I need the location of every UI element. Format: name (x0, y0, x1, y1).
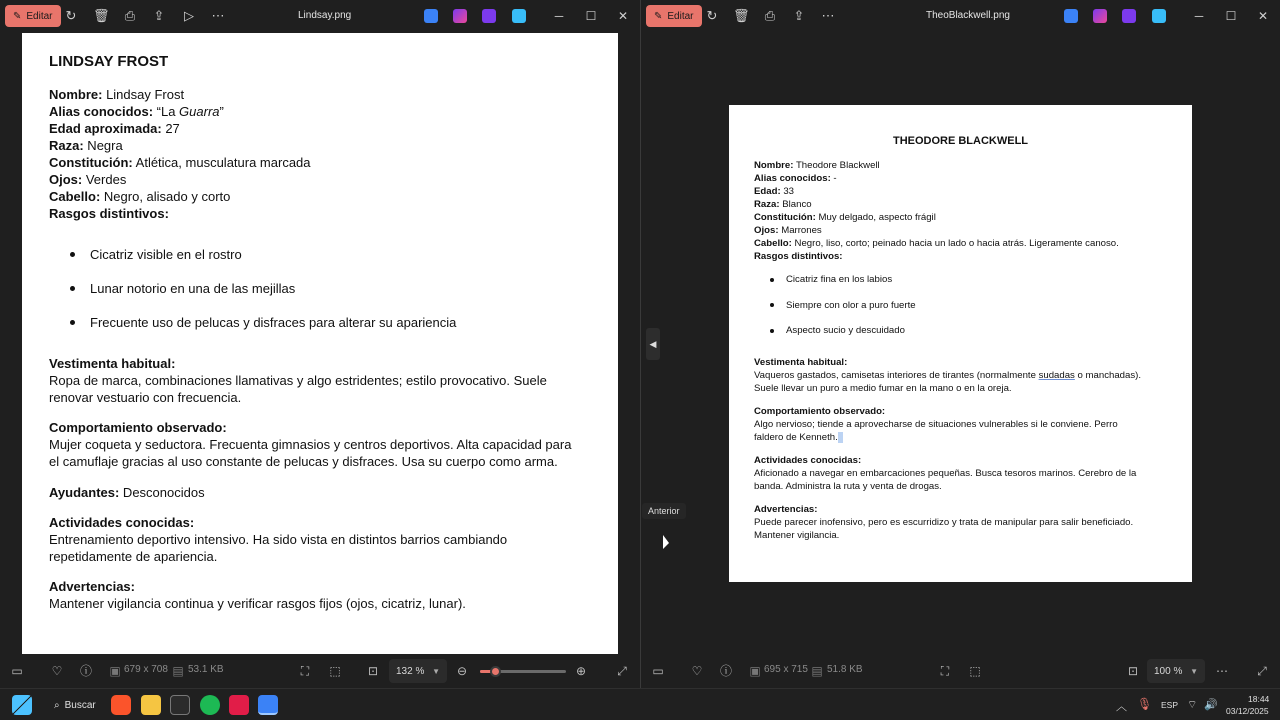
slideshow-icon[interactable]: ▷ (184, 8, 194, 23)
microphone-icon[interactable]: 🎙 (1137, 697, 1153, 711)
bullet-item: Cicatriz fina en los labios (754, 267, 1192, 293)
doc-field: Raza: Negra (49, 138, 123, 153)
rotate-icon[interactable]: ↻ (65, 8, 77, 23)
actividades-text: Entrenamiento deportivo intensivo. Ha sido vista en distintos barrios cambiando (49, 532, 508, 547)
close-icon[interactable]: ✕ (617, 9, 629, 23)
clock-date[interactable]: 03/12/2025 (1226, 706, 1269, 716)
share-icon[interactable]: ⇪ (793, 8, 805, 23)
vestimenta-text: Vaqueros gastados, camisetas interiores de tirantes (normalmente sudadas o manchadas). (754, 369, 1141, 381)
advertencias-text-2: Mantener vigilancia. (754, 529, 840, 541)
crop-icon[interactable]: ⛶ (940, 664, 950, 678)
doc-field: Rasgos distintivos: (754, 251, 843, 262)
clipchamp-app-icon[interactable] (1122, 9, 1136, 23)
bullet-item: Siempre con olor a puro fuerte (754, 293, 1192, 319)
zoom-slider[interactable] (480, 670, 566, 673)
bullet-dot-icon (770, 303, 774, 307)
edit-icon: ✎ (13, 10, 22, 22)
doc-field: Cabello: Negro, liso, corto; peinado hacia un lado o hacia atrás. Ligeramente canoso. (754, 238, 1119, 249)
doc-field: Ojos: Verdes (49, 172, 127, 187)
crop-icon[interactable]: ⛶ (300, 664, 310, 678)
actividades-text-2: repetidamente de apariencia. (49, 549, 218, 564)
volume-icon[interactable]: 🔊 (1204, 699, 1218, 711)
brave-browser-icon[interactable] (111, 695, 131, 715)
zoom-out-icon[interactable]: ⊖ (456, 664, 468, 678)
chevron-down-icon: ▼ (432, 666, 440, 676)
vestimenta-label: Vestimenta habitual: (754, 356, 848, 368)
wifi-icon[interactable]: ⌔ (1187, 699, 1198, 711)
designer-app-icon[interactable] (1093, 9, 1107, 23)
filesize-icon: ▤ (172, 664, 184, 678)
vestimenta-text: Ropa de marca, combinaciones llamativas y algo estridentes; estilo provocativo. Suele (49, 373, 547, 388)
right-window-title: TheoBlackwell.png (926, 10, 1010, 21)
minimize-icon[interactable]: ─ (554, 9, 564, 23)
right-statusbar (641, 655, 1280, 687)
cloud-app-icon[interactable] (1152, 9, 1166, 23)
favorite-icon[interactable]: ♡ (51, 664, 63, 678)
cloud-app-icon[interactable] (512, 9, 526, 23)
maximize-icon[interactable]: ☐ (585, 9, 597, 23)
info-icon[interactable]: ⓘ (719, 664, 732, 678)
filmstrip-icon[interactable]: ▭ (11, 664, 23, 678)
comportamiento-label: Comportamiento observado: (754, 405, 886, 417)
doc-field: Ojos: Marrones (754, 225, 822, 236)
select-icon[interactable]: ⬚ (329, 664, 341, 678)
left-photos-window (0, 0, 640, 688)
image-size: 53.1 KB (188, 664, 224, 675)
spotify-icon[interactable] (200, 695, 220, 715)
clipchamp-app-icon[interactable] (482, 9, 496, 23)
doc-field: Constitución: Atlética, musculatura marcada (49, 155, 311, 170)
language-indicator[interactable]: ESP (1161, 700, 1179, 710)
expand-icon[interactable]: ⤢ (1257, 664, 1267, 678)
filesize-icon: ▤ (811, 664, 823, 678)
doc-fields (754, 159, 1192, 263)
doc-field: Constitución: Muy delgado, aspecto frágil (754, 212, 936, 223)
zoom-value: 132 % (396, 665, 425, 677)
filmstrip-icon[interactable]: ▭ (652, 664, 664, 678)
actividades-text: Aficionado a navegar en embarcaciones pequeñas. Busca tesoros marinos. Cerebro de la (754, 467, 1137, 479)
zoom-in-icon[interactable]: ⊕ (575, 664, 587, 678)
more-icon[interactable]: ⋯ (821, 8, 835, 23)
app-red-icon[interactable] (229, 695, 249, 715)
taskbar (0, 688, 1280, 720)
comportamiento-text-2: faldero de Kenneth. (754, 431, 1192, 444)
left-edit-label: Editar (26, 10, 53, 22)
doc-field: Edad aproximada: 27 (49, 121, 180, 136)
dimensions-icon: ▣ (749, 664, 761, 678)
advertencias-label: Advertencias: (754, 503, 818, 515)
image-size: 51.8 KB (827, 664, 863, 675)
comportamiento-text: Algo nervioso; tiende a aprovecharse de situaciones vulnerables si le conviene. Perro (754, 418, 1118, 430)
maximize-icon[interactable]: ☐ (1225, 9, 1237, 23)
dimensions-icon: ▣ (109, 664, 121, 678)
bullet-dot-icon (70, 286, 75, 291)
bullet-dot-icon (770, 278, 774, 282)
clock-time[interactable]: 18:44 (1248, 694, 1270, 704)
delete-icon[interactable]: 🗑 (93, 8, 110, 23)
bullet-item: Lunar notorio en una de las mejillas (49, 271, 618, 305)
mouse-cursor-icon (663, 535, 669, 549)
print-icon[interactable]: ⎙ (764, 8, 776, 23)
vestimenta-label: Vestimenta habitual: (49, 356, 176, 371)
expand-icon[interactable]: ⤢ (617, 664, 627, 678)
zoom-value: 100 % (1154, 665, 1183, 677)
info-icon[interactable]: ⓘ (79, 664, 92, 678)
advertencias-text: Mantener vigilancia continua y verificar rasgos fijos (ojos, cicatriz, lunar). (49, 596, 466, 611)
actividades-label: Actividades conocidas: (754, 454, 862, 466)
zoom-dropdown[interactable] (1147, 659, 1205, 683)
right-titlebar (641, 0, 1280, 32)
chevron-down-icon: ▼ (1190, 666, 1198, 676)
fit-icon[interactable]: ⊡ (367, 664, 379, 678)
left-edit-button[interactable] (5, 5, 61, 27)
ayudantes-line: Ayudantes: Desconocidos (49, 485, 205, 500)
left-titlebar (0, 0, 640, 32)
bullet-item: Aspecto sucio y descuidado (754, 318, 1192, 344)
doc-heading: LINDSAY FROST (49, 53, 169, 70)
chevron-left-icon: ◀ (649, 338, 657, 349)
file-explorer-icon[interactable] (141, 695, 161, 715)
doc-field: Raza: Blanco (754, 199, 812, 210)
right-photos-window (641, 0, 1280, 688)
favorite-icon[interactable]: ♡ (691, 664, 703, 678)
doc-bullets (754, 267, 1192, 344)
left-document-image (22, 33, 618, 654)
bullet-item: Frecuente uso de pelucas y disfraces para alterar su apariencia (49, 305, 618, 339)
zoom-dropdown[interactable] (389, 659, 447, 683)
edit-app-icon[interactable] (424, 9, 438, 23)
actividades-text-2: banda. Administra la ruta y venta de drogas. (754, 480, 942, 492)
previous-tooltip: Anterior (642, 503, 686, 519)
bullet-dot-icon (70, 252, 75, 257)
share-icon[interactable]: ⇪ (153, 8, 165, 23)
comportamiento-label: Comportamiento observado: (49, 420, 227, 435)
right-edit-label: Editar (667, 10, 694, 22)
doc-field: Edad: 33 (754, 186, 794, 197)
left-window-title: Lindsay.png (298, 10, 352, 21)
select-icon[interactable]: ⬚ (969, 664, 981, 678)
previous-button[interactable] (646, 328, 660, 360)
image-dimensions: 695 x 715 (764, 664, 808, 675)
right-document-image (729, 105, 1192, 582)
left-statusbar (0, 655, 640, 687)
search-label: Buscar (64, 699, 96, 711)
comportamiento-text-2: el camuflaje gracias al uso constante de pelucas y disfraces. Usa su cuerpo como arma. (49, 454, 558, 469)
print-icon[interactable]: ⎙ (124, 8, 136, 23)
comportamiento-text: Mujer coqueta y seductora. Frecuenta gimnasios y centros deportivos. Alta capacidad para (49, 437, 572, 452)
doc-field: Nombre: Lindsay Frost (49, 87, 185, 102)
fit-icon[interactable]: ⊡ (1127, 664, 1139, 678)
actividades-label: Actividades conocidas: (49, 515, 195, 530)
zoom-slider-knob[interactable] (490, 666, 501, 677)
windows-start-icon[interactable] (12, 695, 32, 715)
right-edit-button[interactable] (646, 5, 702, 27)
doc-field: Alias conocidos: - (754, 173, 837, 184)
doc-bullets (49, 237, 618, 339)
edit-app-icon[interactable] (1064, 9, 1078, 23)
doc-fields (49, 86, 618, 222)
bullet-item: Cicatriz visible en el rostro (49, 237, 618, 271)
bullet-dot-icon (70, 320, 75, 325)
taskbar-search[interactable] (46, 694, 104, 716)
image-dimensions: 679 x 708 (124, 664, 168, 675)
advertencias-label: Advertencias: (49, 579, 135, 594)
more-icon[interactable]: ⋯ (211, 8, 225, 23)
doc-heading: THEODORE BLACKWELL (892, 135, 1029, 147)
doc-field: Cabello: Negro, alisado y corto (49, 189, 231, 204)
chevron-up-icon[interactable]: ︿ (1116, 701, 1127, 713)
doc-field: Nombre: Theodore Blackwell (754, 160, 880, 171)
bullet-dot-icon (770, 329, 774, 333)
advertencias-text: Puede parecer inofensivo, pero es escurridizo y trata de manipular para salir beneficiado. (754, 516, 1134, 528)
designer-app-icon[interactable] (453, 9, 467, 23)
doc-field: Rasgos distintivos: (49, 206, 169, 221)
delete-icon[interactable]: 🗑 (733, 8, 750, 23)
more-icon[interactable]: ⋯ (1216, 664, 1228, 678)
terminal-icon[interactable] (170, 695, 190, 715)
doc-field: Alias conocidos: “La Guarra” (49, 104, 224, 119)
minimize-icon[interactable]: ─ (1194, 9, 1204, 23)
photos-app-icon[interactable] (258, 695, 278, 715)
close-icon[interactable]: ✕ (1257, 9, 1269, 23)
vestimenta-text-2: Suele llevar un puro a medio fumar en la mano o en la oreja. (754, 382, 1012, 394)
vestimenta-text-2: renovar vestuario con frecuencia. (49, 390, 242, 405)
edit-icon: ✎ (654, 10, 663, 22)
rotate-icon[interactable]: ↻ (706, 8, 718, 23)
search-icon: ⌕ (54, 699, 60, 711)
